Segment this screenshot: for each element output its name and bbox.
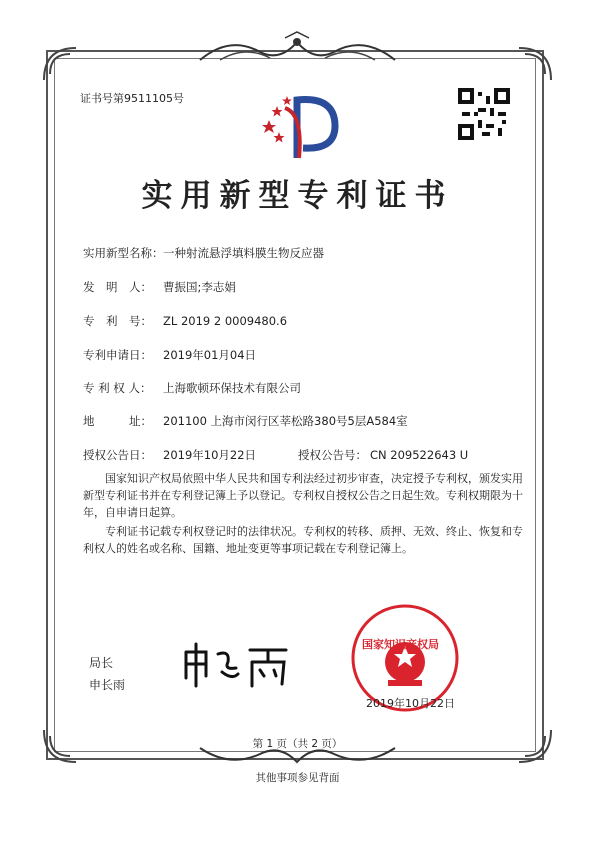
seal-date: 2019年10月22日 [366, 697, 455, 710]
seal-text: 国家知识产权局 [362, 638, 439, 651]
corner-ornament-tl [40, 44, 80, 84]
handwritten-signature [178, 640, 298, 690]
top-ornament [190, 30, 405, 70]
patent-office-logo [255, 88, 345, 168]
corner-ornament-tr [515, 44, 555, 84]
inventor: 曹振国;李志娟 [163, 280, 236, 294]
qr-code [458, 88, 510, 140]
address-label: 地 址： [83, 414, 152, 428]
patent-number-label: 专 利 号： [83, 314, 152, 328]
grant-date-label: 授权公告日： [83, 448, 152, 462]
certificate-number: 证书号第9511105号 [80, 92, 184, 105]
grant-date: 2019年10月22日 [163, 448, 257, 462]
certificate-title: 实用新型专利证书 [141, 178, 454, 214]
address: 201100 上海市闵行区莘松路380号5层A584室 [163, 414, 408, 428]
inventor-label: 发 明 人： [83, 280, 152, 294]
filing-date: 2019年01月04日 [163, 348, 257, 362]
grant-number: CN 209522643 U [370, 448, 469, 462]
patentee-label: 专 利 权 人： [83, 381, 152, 395]
filing-date-label: 专利申请日： [83, 348, 152, 362]
grant-number-label: 授权公告号： [298, 448, 367, 462]
patent-number: ZL 2019 2 0009480.6 [163, 314, 288, 328]
utility-model-name: 一种射流悬浮填料膜生物反应器 [163, 246, 324, 260]
patentee: 上海歌顿环保技术有限公司 [163, 381, 301, 395]
signatory-title: 局长 [89, 656, 114, 670]
utility-model-name-label: 实用新型名称： [83, 246, 164, 260]
footer-note: 其他事项参见背面 [255, 772, 340, 784]
page-indicator: 第 1 页（共 2 页） [252, 738, 343, 750]
signatory-name: 申长雨 [89, 678, 126, 692]
body-paragraph-2: 专利证书记载专利权登记时的法律状况。专利权的转移、质押、无效、终止、恢复和专利权人的姓名或名称、国籍、地址变更等事项记载在专利登记簿上。 [83, 525, 523, 555]
body-paragraph-1: 国家知识产权局依照中华人民共和国专利法经过初步审查，决定授予专利权，颁发实用新型专利证书并在专利登记簿上予以登记。专利权自授权公告之日起生效。专利权期限为十年，自申请日起算。 [83, 472, 523, 519]
